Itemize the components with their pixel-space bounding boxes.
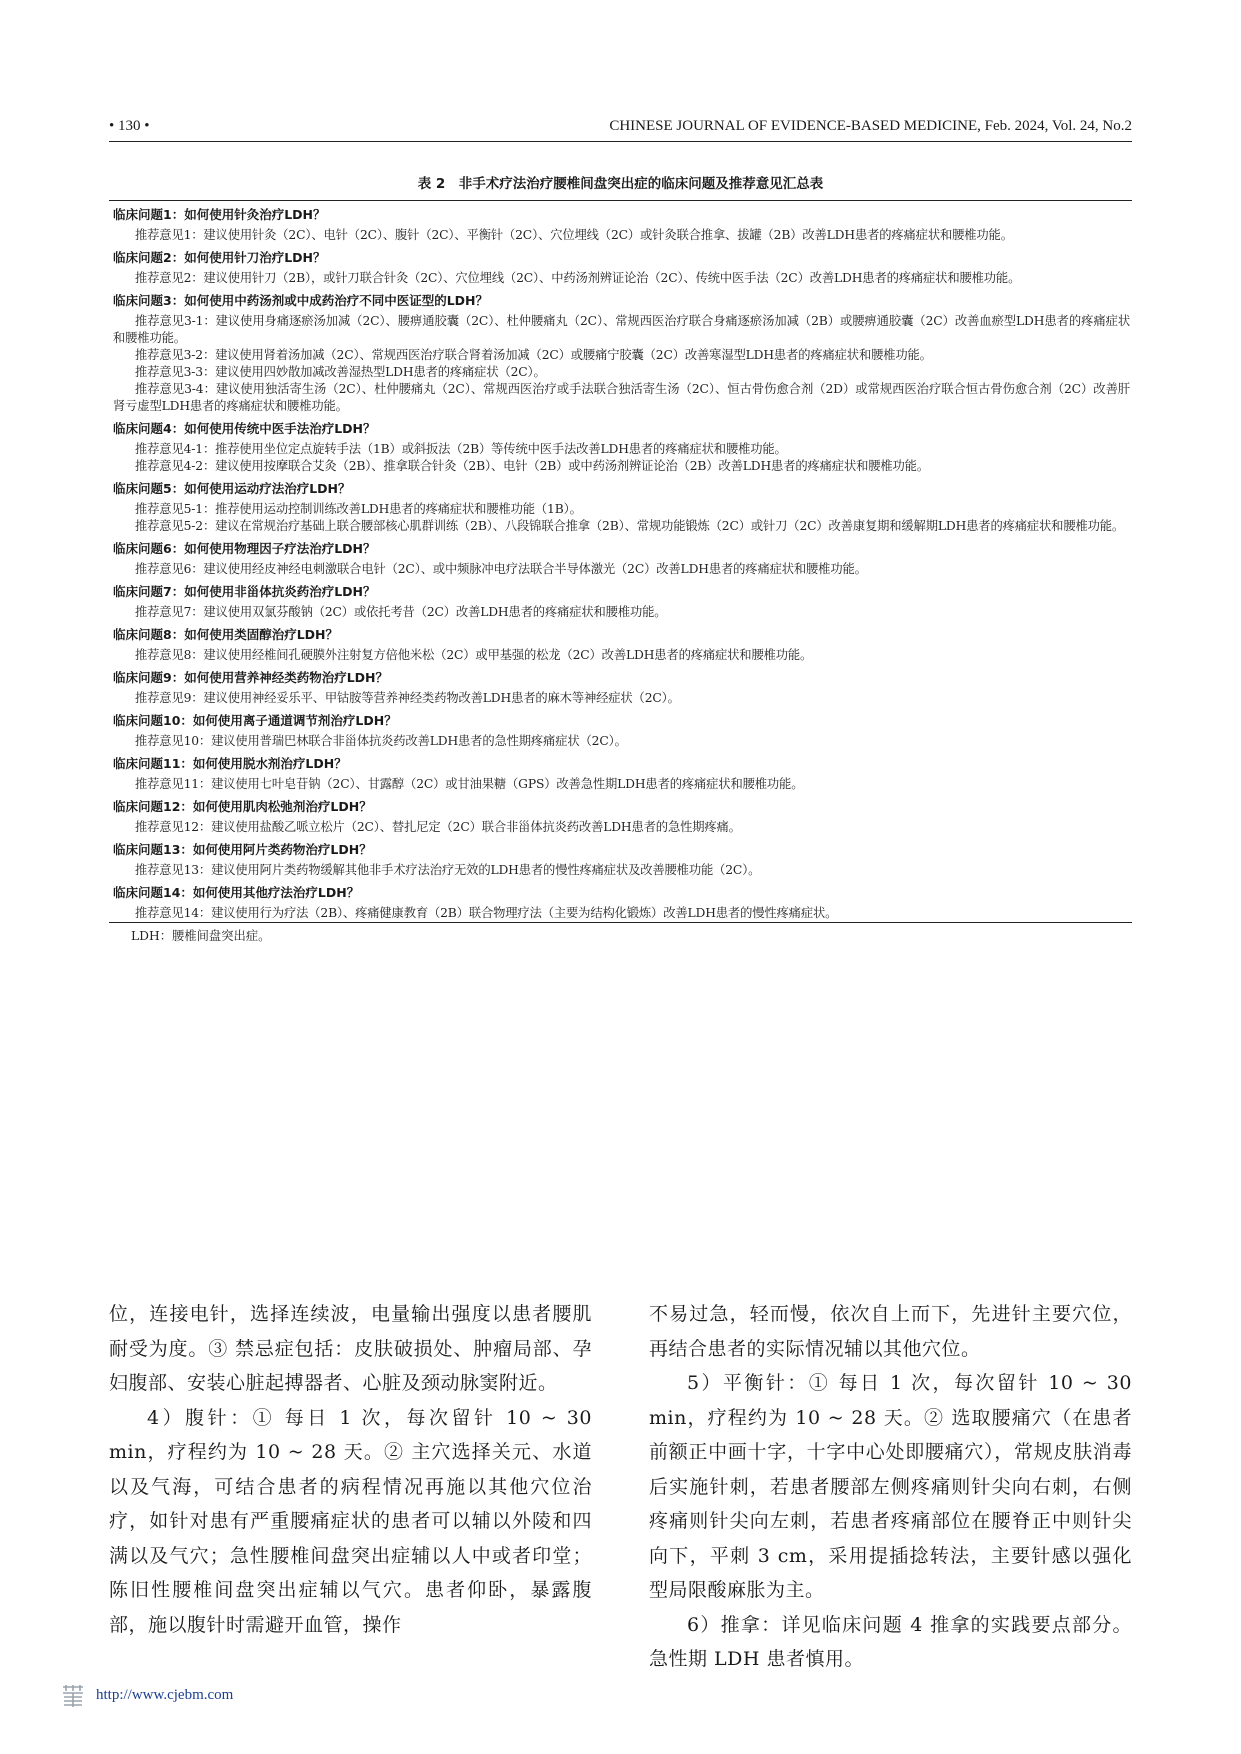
journal-citation: CHINESE JOURNAL OF EVIDENCE-BASED MEDICINE, Feb. 2024, Vol. 24, No.2 — [609, 118, 1132, 134]
clinical-question: 临床问题2：如何使用针刀治疗LDH？ — [113, 250, 326, 265]
clinical-question: 临床问题13：如何使用阿片类药物治疗LDH？ — [113, 842, 372, 857]
recommendation: 推荐意见5-2：建议在常规治疗基础上联合腰部核心肌群训练（2B）、八段锦联合推拿（2B）、常规功能锻炼（2C）或针刀（2C）改善康复期和缓解期LDH患者的疼痛症状和腰椎功能。 — [135, 519, 1125, 533]
recommendation: 推荐意见8：建议使用经椎间孔硬膜外注射复方倍他米松（2C）或甲基强的松龙（2C）改善LDH患者的疼痛症状和腰椎功能。 — [135, 648, 813, 662]
table-caption: 表 2 非手术疗法治疗腰椎间盘突出症的临床问题及推荐意见汇总表 — [417, 176, 824, 192]
paragraph: 5）平衡针：① 每日 1 次，每次留针 10 ~ 30 min，疗程约为 10 ~ 28 天。② 选取腰痛穴（在患者前额正中画十字，十字中心处即腰痛穴），常规皮肤消毒后实施针刺，若患者腰部左侧疼痛则针尖向右刺，右侧疼痛则针尖向左刺，若患者疼痛部位在腰脊正中则针尖向下，平刺 3 cm，采用提插捻转法，主要针感以强化型局限酸麻胀为主。 — [649, 1372, 1132, 1601]
table-bottom-rule — [109, 922, 1132, 923]
clinical-question: 临床问题11：如何使用脱水剂治疗LDH？ — [113, 756, 347, 771]
page-footer — [60, 1682, 233, 1708]
table-footnote: LDH：腰椎间盘突出症。 — [131, 929, 271, 943]
recommendation: 推荐意见1：建议使用针灸（2C）、电针（2C）、腹针（2C）、平衡针（2C）、穴位埋线（2C）或针灸联合推拿、拔罐（2B）改善LDH患者的疼痛症状和腰椎功能。 — [135, 228, 1013, 242]
recommendation: 推荐意见3-1：建议使用身痛逐瘀汤加减（2C）、腰痹通胶囊（2C）、杜仲腰痛丸（2C）、常规西医治疗联合身痛逐瘀汤加减（2B）或腰痹通胶囊（2C）改善血瘀型LDH患者的疼痛症状和腰椎功能。 — [113, 314, 1130, 345]
page-number: • 130 • — [109, 118, 150, 134]
clinical-question: 临床问题1：如何使用针灸治疗LDH？ — [113, 207, 326, 222]
journal-url-link[interactable]: http://www.cjebm.com — [96, 1686, 234, 1703]
recommendation: 推荐意见2：建议使用针刀（2B），或针刀联合针灸（2C）、穴位埋线（2C）、中药汤剂辨证论治（2C）、传统中医手法（2C）改善LDH患者的疼痛症状和腰椎功能。 — [135, 271, 1021, 285]
recommendation: 推荐意见3-3：建议使用四妙散加减改善湿热型LDH患者的疼痛症状（2C）。 — [135, 365, 546, 379]
clinical-question: 临床问题6：如何使用物理因子疗法治疗LDH？ — [113, 541, 376, 556]
paragraph: 4）腹针：① 每日 1 次，每次留针 10 ~ 30 min，疗程约为 10 ~ 28 天。② 主穴选择关元、水道以及气海，可结合患者的病程情况再施以其他穴位治疗，如针对患有严重腰痛症状的患者可以辅以外陵和四满以及气穴；急性腰椎间盘突出症辅以人中或者印堂；陈旧性腰椎间盘突出症辅以气穴。患者仰卧，暴露腹部，施以腹针时需避开血管，操作 — [109, 1406, 592, 1636]
recommendation: 推荐意见12：建议使用盐酸乙哌立松片（2C）、替扎尼定（2C）联合非甾体抗炎药改善LDH患者的急性期疼痛。 — [135, 820, 741, 834]
recommendation: 推荐意见4-2：建议使用按摩联合艾灸（2B）、推拿联合针灸（2B）、电针（2B）或中药汤剂辨证论治（2B）改善LDH患者的疼痛症状和腰椎功能。 — [135, 459, 929, 473]
recommendation: 推荐意见10：建议使用普瑞巴林联合非甾体抗炎药改善LDH患者的急性期疼痛症状（2C）。 — [135, 734, 627, 748]
clinical-question: 临床问题3：如何使用中药汤剂或中成药治疗不同中医证型的LDH？ — [113, 293, 489, 308]
recommendation: 推荐意见14：建议使用行为疗法（2B）、疼痛健康教育（2B）联合物理疗法（主要为结构化锻炼）改善LDH患者的慢性疼痛症状。 — [135, 906, 838, 920]
recommendation: 推荐意见3-4：建议使用独活寄生汤（2C）、杜仲腰痛丸（2C）、常规西医治疗或手法联合独活寄生汤（2C）、恒古骨伤愈合剂（2D）或常规西医治疗联合恒古骨伤愈合剂（2C）改善肝肾亏虚型LDH患者的疼痛症状和腰椎功能。 — [113, 382, 1130, 413]
body-column-left — [109, 1297, 592, 1642]
clinical-question: 临床问题8：如何使用类固醇治疗LDH？ — [113, 627, 339, 642]
paragraph: 6）推拿：详见临床问题 4 推拿的实践要点部分。急性期 LDH 患者慎用。 — [649, 1613, 1132, 1670]
paragraph: 位，连接电针，选择连续波，电量输出强度以患者腰肌耐受为度。③ 禁忌症包括：皮肤破损处、肿瘤局部、孕妇腹部、安装心脏起搏器者、心脏及颈动脉窦附近。 — [109, 1303, 592, 1394]
recommendation: 推荐意见13：建议使用阿片类药物缓解其他非手术疗法治疗无效的LDH患者的慢性疼痛症状及改善腰椎功能（2C）。 — [135, 863, 761, 877]
recommendation: 推荐意见5-1：推荐使用运动控制训练改善LDH患者的疼痛症状和腰椎功能（1B）。 — [135, 502, 582, 516]
clinical-question: 临床问题7：如何使用非甾体抗炎药治疗LDH？ — [113, 584, 376, 599]
clinical-question: 临床问题12：如何使用肌肉松弛剂治疗LDH？ — [113, 799, 372, 814]
table-body — [109, 206, 1132, 922]
clinical-question: 临床问题14：如何使用其他疗法治疗LDH？ — [113, 885, 360, 900]
recommendation: 推荐意见7：建议使用双氯芬酸钠（2C）或依托考昔（2C）改善LDH患者的疼痛症状和腰椎功能。 — [135, 605, 667, 619]
journal-logo-icon — [60, 1682, 86, 1708]
recommendation: 推荐意见6：建议使用经皮神经电刺激联合电针（2C）、或中频脉冲电疗法联合半导体激光（2C）改善LDH患者的疼痛症状和腰椎功能。 — [135, 562, 867, 576]
body-column-right — [649, 1297, 1132, 1677]
clinical-question: 临床问题10：如何使用离子通道调节剂治疗LDH？ — [113, 713, 397, 728]
running-header — [109, 118, 1132, 142]
recommendation: 推荐意见3-2：建议使用肾着汤加减（2C）、常规西医治疗联合肾着汤加减（2C）或腰痛宁胶囊（2C）改善寒湿型LDH患者的疼痛症状和腰椎功能。 — [135, 348, 932, 362]
paragraph: 不易过急，轻而慢，依次自上而下，先进针主要穴位，再结合患者的实际情况辅以其他穴位。 — [649, 1303, 1132, 1360]
recommendation: 推荐意见4-1：推荐使用坐位定点旋转手法（1B）或斜扳法（2B）等传统中医手法改善LDH患者的疼痛症状和腰椎功能。 — [135, 442, 787, 456]
clinical-question: 临床问题5：如何使用运动疗法治疗LDH？ — [113, 481, 351, 496]
recommendation: 推荐意见9：建议使用神经妥乐平、甲钴胺等营养神经类药物改善LDH患者的麻木等神经症状（2C）。 — [135, 691, 680, 705]
clinical-question: 临床问题9：如何使用营养神经类药物治疗LDH？ — [113, 670, 389, 685]
body-text — [109, 1297, 1132, 1670]
recommendation-table — [109, 200, 1132, 945]
clinical-question: 临床问题4：如何使用传统中医手法治疗LDH？ — [113, 421, 376, 436]
recommendation: 推荐意见11：建议使用七叶皂苷钠（2C）、甘露醇（2C）或甘油果糖（GPS）改善急性期LDH患者的疼痛症状和腰椎功能。 — [135, 777, 804, 791]
